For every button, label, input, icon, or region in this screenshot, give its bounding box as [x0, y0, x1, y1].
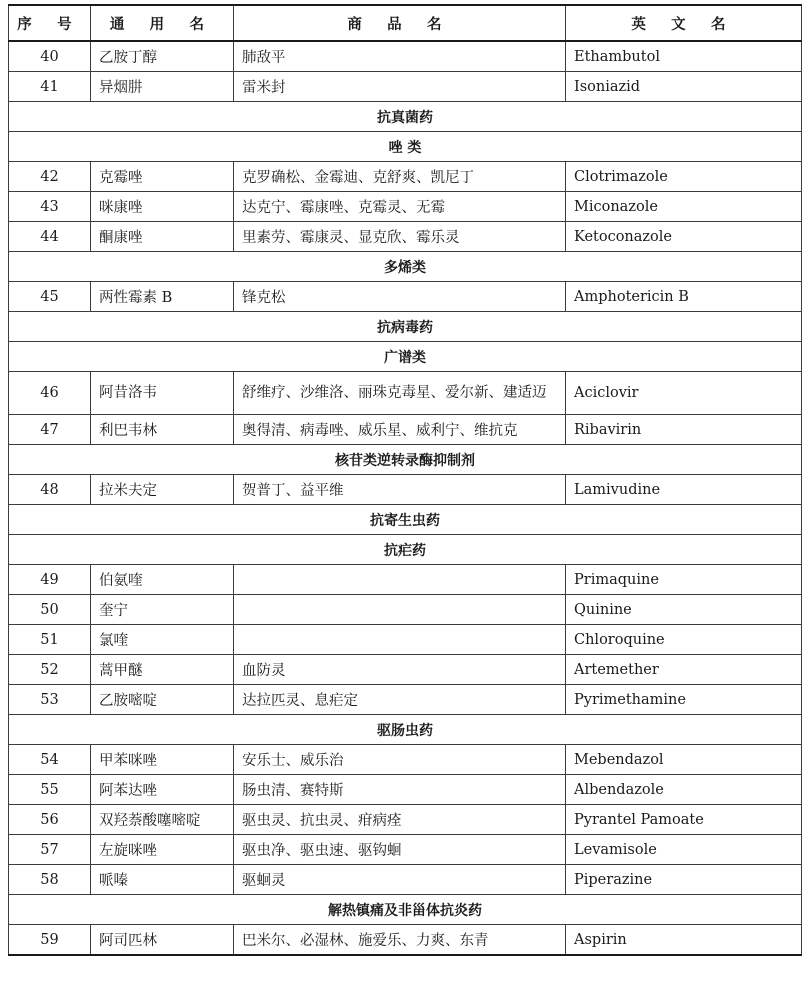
table-row: [9, 372, 802, 415]
generic-name-cell: 双羟萘酸噻嘧啶: [91, 805, 234, 835]
table-header: [9, 5, 802, 41]
table-row: [9, 72, 802, 102]
trade-name-cell: 达拉匹灵、息疟定: [234, 685, 566, 715]
generic-name-cell: 拉米夫定: [91, 475, 234, 505]
table-row: [9, 745, 802, 775]
trade-name-cell: 血防灵: [234, 655, 566, 685]
table-row: [9, 865, 802, 895]
row-number: 52: [9, 655, 91, 685]
table-row: [9, 565, 802, 595]
section-title: 解热镇痛及非甾体抗炎药: [9, 895, 802, 925]
table-row: [9, 192, 802, 222]
english-name-cell: Primaquine: [566, 565, 802, 595]
table-row: [9, 655, 802, 685]
table-row: [9, 625, 802, 655]
trade-name-cell: 里素劳、霉康灵、显克欣、霉乐灵: [234, 222, 566, 252]
drug-name-table: [8, 4, 802, 956]
row-number: 58: [9, 865, 91, 895]
row-number: 59: [9, 925, 91, 956]
table-row: [9, 475, 802, 505]
section-header-row: [9, 252, 802, 282]
header-row: [9, 5, 802, 41]
row-number: 46: [9, 372, 91, 415]
english-name-cell: Piperazine: [566, 865, 802, 895]
table-row: [9, 41, 802, 72]
row-number: 55: [9, 775, 91, 805]
generic-name-cell: 异烟肼: [91, 72, 234, 102]
section-title: 驱肠虫药: [9, 715, 802, 745]
table-row: [9, 685, 802, 715]
section-header-row: [9, 505, 802, 535]
header-english-name: 英 文 名: [566, 5, 802, 41]
row-number: 53: [9, 685, 91, 715]
trade-name-cell: [234, 595, 566, 625]
generic-name-cell: 阿苯达唑: [91, 775, 234, 805]
generic-name-cell: 阿昔洛韦: [91, 372, 234, 415]
section-header-row: [9, 342, 802, 372]
header-seq: 序 号: [9, 5, 91, 41]
table-row: [9, 282, 802, 312]
trade-name-cell: 克罗确松、金霉迪、克舒爽、凯尼丁: [234, 162, 566, 192]
row-number: 43: [9, 192, 91, 222]
row-number: 48: [9, 475, 91, 505]
trade-name-cell: 贺普丁、益平维: [234, 475, 566, 505]
trade-name-cell: 肠虫清、赛特斯: [234, 775, 566, 805]
english-name-cell: Levamisole: [566, 835, 802, 865]
trade-name-cell: 锋克松: [234, 282, 566, 312]
section-title: 抗真菌药: [9, 102, 802, 132]
trade-name-cell: 驱虫净、驱虫速、驱钩蛔: [234, 835, 566, 865]
header-trade-name: 商 品 名: [234, 5, 566, 41]
generic-name-cell: 乙胺丁醇: [91, 41, 234, 72]
generic-name-cell: 利巴韦林: [91, 415, 234, 445]
generic-name-cell: 哌嗪: [91, 865, 234, 895]
table-row: [9, 925, 802, 956]
section-header-row: [9, 132, 802, 162]
generic-name-cell: 乙胺嘧啶: [91, 685, 234, 715]
section-header-row: [9, 445, 802, 475]
generic-name-cell: 蒿甲醚: [91, 655, 234, 685]
trade-name-cell: 奥得清、病毒唑、威乐星、威利宁、维抗克: [234, 415, 566, 445]
row-number: 45: [9, 282, 91, 312]
trade-name-cell: 雷米封: [234, 72, 566, 102]
english-name-cell: Albendazole: [566, 775, 802, 805]
row-number: 54: [9, 745, 91, 775]
table-row: [9, 222, 802, 252]
row-number: 40: [9, 41, 91, 72]
generic-name-cell: 左旋咪唑: [91, 835, 234, 865]
row-number: 50: [9, 595, 91, 625]
english-name-cell: Lamivudine: [566, 475, 802, 505]
table-row: [9, 805, 802, 835]
english-name-cell: Artemether: [566, 655, 802, 685]
header-generic-name: 通 用 名: [91, 5, 234, 41]
english-name-cell: Chloroquine: [566, 625, 802, 655]
generic-name-cell: 咪康唑: [91, 192, 234, 222]
section-header-row: [9, 312, 802, 342]
english-name-cell: Ethambutol: [566, 41, 802, 72]
row-number: 57: [9, 835, 91, 865]
section-title: 多烯类: [9, 252, 802, 282]
row-number: 42: [9, 162, 91, 192]
english-name-cell: Miconazole: [566, 192, 802, 222]
generic-name-cell: 氯喹: [91, 625, 234, 655]
english-name-cell: Pyrantel Pamoate: [566, 805, 802, 835]
generic-name-cell: 伯氨喹: [91, 565, 234, 595]
row-number: 47: [9, 415, 91, 445]
english-name-cell: Isoniazid: [566, 72, 802, 102]
table-row: [9, 415, 802, 445]
section-header-row: [9, 102, 802, 132]
english-name-cell: Quinine: [566, 595, 802, 625]
section-header-row: [9, 895, 802, 925]
trade-name-cell: [234, 625, 566, 655]
generic-name-cell: 酮康唑: [91, 222, 234, 252]
section-title: 抗疟药: [9, 535, 802, 565]
english-name-cell: Aciclovir: [566, 372, 802, 415]
table-row: [9, 835, 802, 865]
generic-name-cell: 奎宁: [91, 595, 234, 625]
table-row: [9, 162, 802, 192]
row-number: 41: [9, 72, 91, 102]
english-name-cell: Clotrimazole: [566, 162, 802, 192]
table-body: [9, 41, 802, 955]
section-header-row: [9, 535, 802, 565]
row-number: 51: [9, 625, 91, 655]
row-number: 44: [9, 222, 91, 252]
section-header-row: [9, 715, 802, 745]
row-number: 56: [9, 805, 91, 835]
english-name-cell: Ketoconazole: [566, 222, 802, 252]
section-title: 抗寄生虫药: [9, 505, 802, 535]
section-title: 抗病毒药: [9, 312, 802, 342]
english-name-cell: Ribavirin: [566, 415, 802, 445]
row-number: 49: [9, 565, 91, 595]
english-name-cell: Amphotericin B: [566, 282, 802, 312]
generic-name-cell: 阿司匹林: [91, 925, 234, 956]
trade-name-cell: 巴米尔、必湿林、施爱乐、力爽、东青: [234, 925, 566, 956]
section-title: 唑 类: [9, 132, 802, 162]
table-row: [9, 595, 802, 625]
generic-name-cell: 克霉唑: [91, 162, 234, 192]
trade-name-cell: 舒维疗、沙维洛、丽珠克毒星、爱尔新、建适迈: [234, 372, 566, 415]
trade-name-cell: 驱虫灵、抗虫灵、疳病痊: [234, 805, 566, 835]
trade-name-cell: 驱蛔灵: [234, 865, 566, 895]
trade-name-cell: [234, 565, 566, 595]
section-title: 广谱类: [9, 342, 802, 372]
english-name-cell: Mebendazol: [566, 745, 802, 775]
english-name-cell: Pyrimethamine: [566, 685, 802, 715]
generic-name-cell: 两性霉素 B: [91, 282, 234, 312]
trade-name-cell: 达克宁、霉康唑、克霉灵、无霉: [234, 192, 566, 222]
trade-name-cell: 安乐士、威乐治: [234, 745, 566, 775]
table-row: [9, 775, 802, 805]
section-title: 核苷类逆转录酶抑制剂: [9, 445, 802, 475]
trade-name-cell: 肺敌平: [234, 41, 566, 72]
generic-name-cell: 甲苯咪唑: [91, 745, 234, 775]
english-name-cell: Aspirin: [566, 925, 802, 956]
